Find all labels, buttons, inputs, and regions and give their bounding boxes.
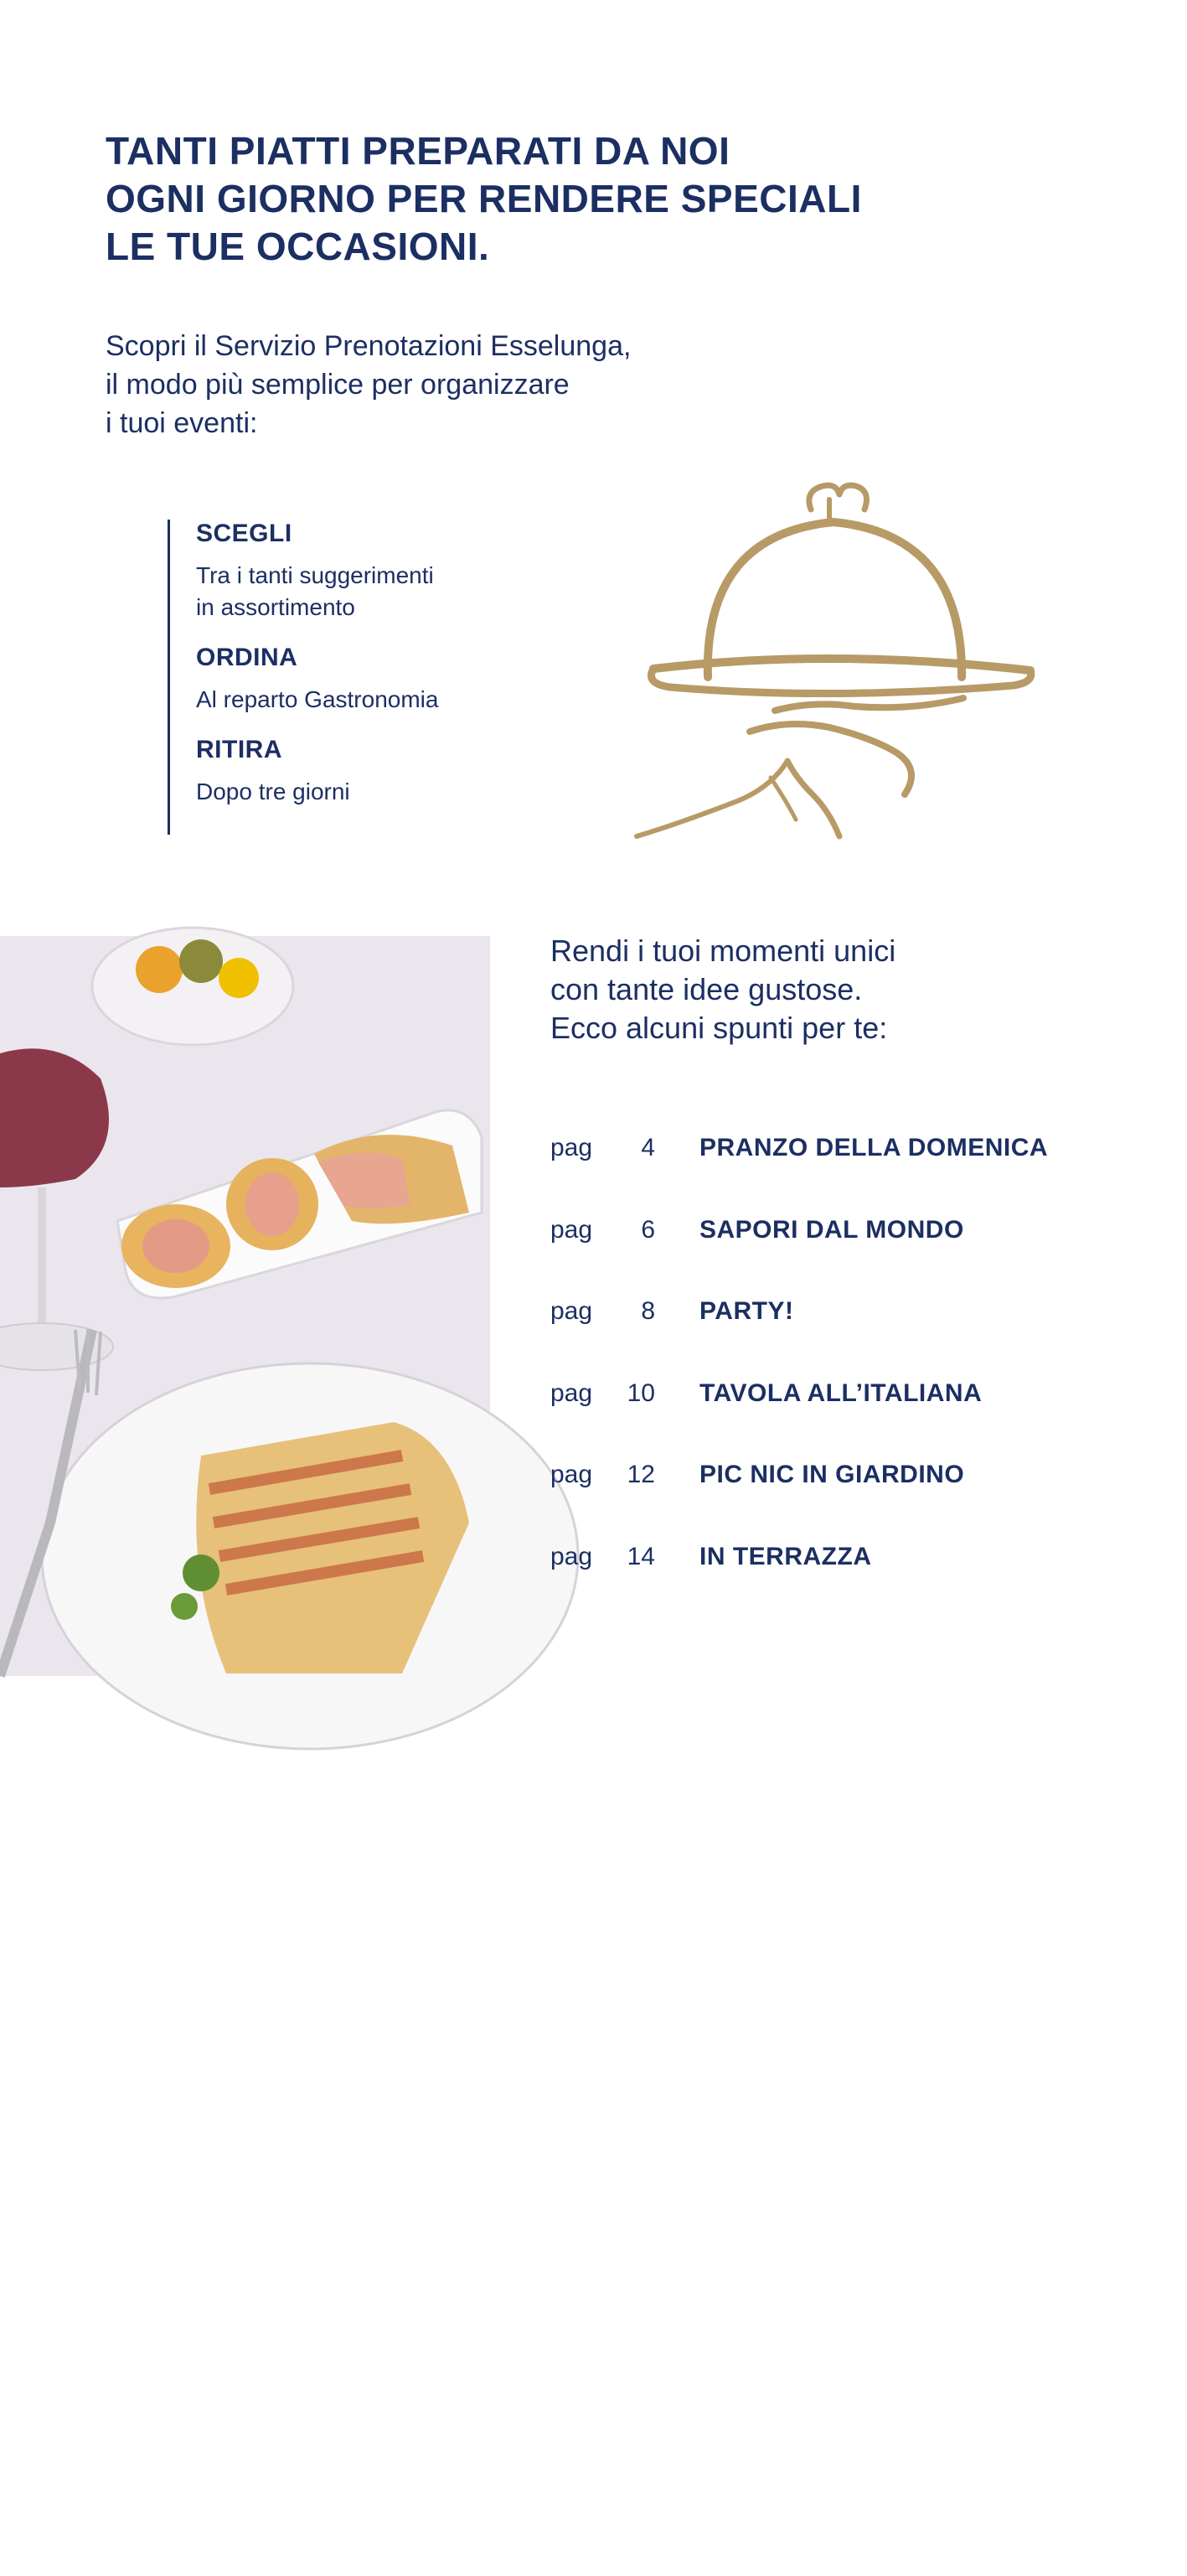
toc-page-number: 6 bbox=[641, 1215, 655, 1244]
page-number: 4 bbox=[431, 2543, 447, 2575]
step-line: in assortimento bbox=[196, 594, 355, 620]
toc-row[interactable] bbox=[550, 1461, 1153, 1543]
intro-line: i tuoi eventi: bbox=[106, 407, 258, 439]
toc-pag-label: pag bbox=[550, 1297, 593, 1325]
toc-row[interactable] bbox=[550, 1134, 1153, 1216]
toc-page-number: 14 bbox=[627, 1542, 655, 1570]
toc-row[interactable] bbox=[550, 1216, 1153, 1298]
headline-line: TANTI PIATTI PREPARATI DA NOI bbox=[106, 129, 730, 173]
cloche-icon bbox=[620, 476, 1039, 861]
step-line: Al reparto Gastronomia bbox=[196, 686, 439, 712]
step-ritira bbox=[196, 736, 581, 808]
toc-row[interactable] bbox=[550, 1543, 1153, 1625]
toc-pag-label: pag bbox=[550, 1215, 593, 1244]
toc-pag-label: pag bbox=[550, 1461, 593, 1488]
toc-page-number: 10 bbox=[627, 1379, 655, 1407]
toc-page-number: 12 bbox=[627, 1461, 655, 1488]
food-photo bbox=[0, 936, 490, 2575]
moments-line: Rendi i tuoi momenti unici bbox=[550, 934, 896, 968]
headline-line: OGNI GIORNO PER RENDERE SPECIALI bbox=[106, 177, 862, 220]
intro-line: Scopri il Servizio Prenotazioni Esselunga, bbox=[106, 330, 632, 362]
toc-title: PIC NIC IN GIARDINO bbox=[699, 1461, 965, 1488]
headline bbox=[106, 127, 943, 271]
toc-title: PRANZO DELLA DOMENICA bbox=[699, 1134, 1049, 1161]
step-title: RITIRA bbox=[196, 736, 282, 763]
step-line: Dopo tre giorni bbox=[196, 778, 350, 804]
toc-pag-label: pag bbox=[550, 1379, 593, 1407]
toc-row[interactable] bbox=[550, 1297, 1153, 1379]
step-text bbox=[196, 684, 581, 716]
toc-pag-label: pag bbox=[550, 1542, 593, 1570]
toc-page-number: 8 bbox=[641, 1297, 655, 1325]
step-title: ORDINA bbox=[196, 644, 298, 671]
moments-line: con tante idee gustose. bbox=[550, 972, 863, 1006]
table-of-contents bbox=[550, 1134, 1153, 1624]
toc-title: IN TERRAZZA bbox=[699, 1542, 872, 1570]
step-text bbox=[196, 560, 581, 623]
headline-line: LE TUE OCCASIONI. bbox=[106, 225, 490, 268]
step-title: SCEGLI bbox=[196, 520, 292, 547]
toc-pag-label: pag bbox=[550, 1134, 593, 1161]
intro-text bbox=[106, 327, 859, 442]
toc-title: SAPORI DAL MONDO bbox=[699, 1215, 964, 1244]
step-scegli bbox=[196, 520, 581, 623]
food-photo-illustration bbox=[0, 936, 490, 1676]
toc-page-number: 4 bbox=[641, 1134, 655, 1161]
intro-line: il modo più semplice per organizzare bbox=[106, 369, 570, 401]
moments-text bbox=[550, 932, 1153, 1047]
toc-title: PARTY! bbox=[699, 1297, 794, 1325]
step-ordina bbox=[196, 644, 581, 716]
steps-list bbox=[168, 520, 581, 835]
step-line: Tra i tanti suggerimenti bbox=[196, 562, 434, 588]
step-text bbox=[196, 776, 581, 808]
toc-title: TAVOLA ALL’ITALIANA bbox=[699, 1379, 983, 1407]
moments-line: Ecco alcuni spunti per te: bbox=[550, 1011, 888, 1045]
toc-row[interactable] bbox=[550, 1379, 1153, 1461]
